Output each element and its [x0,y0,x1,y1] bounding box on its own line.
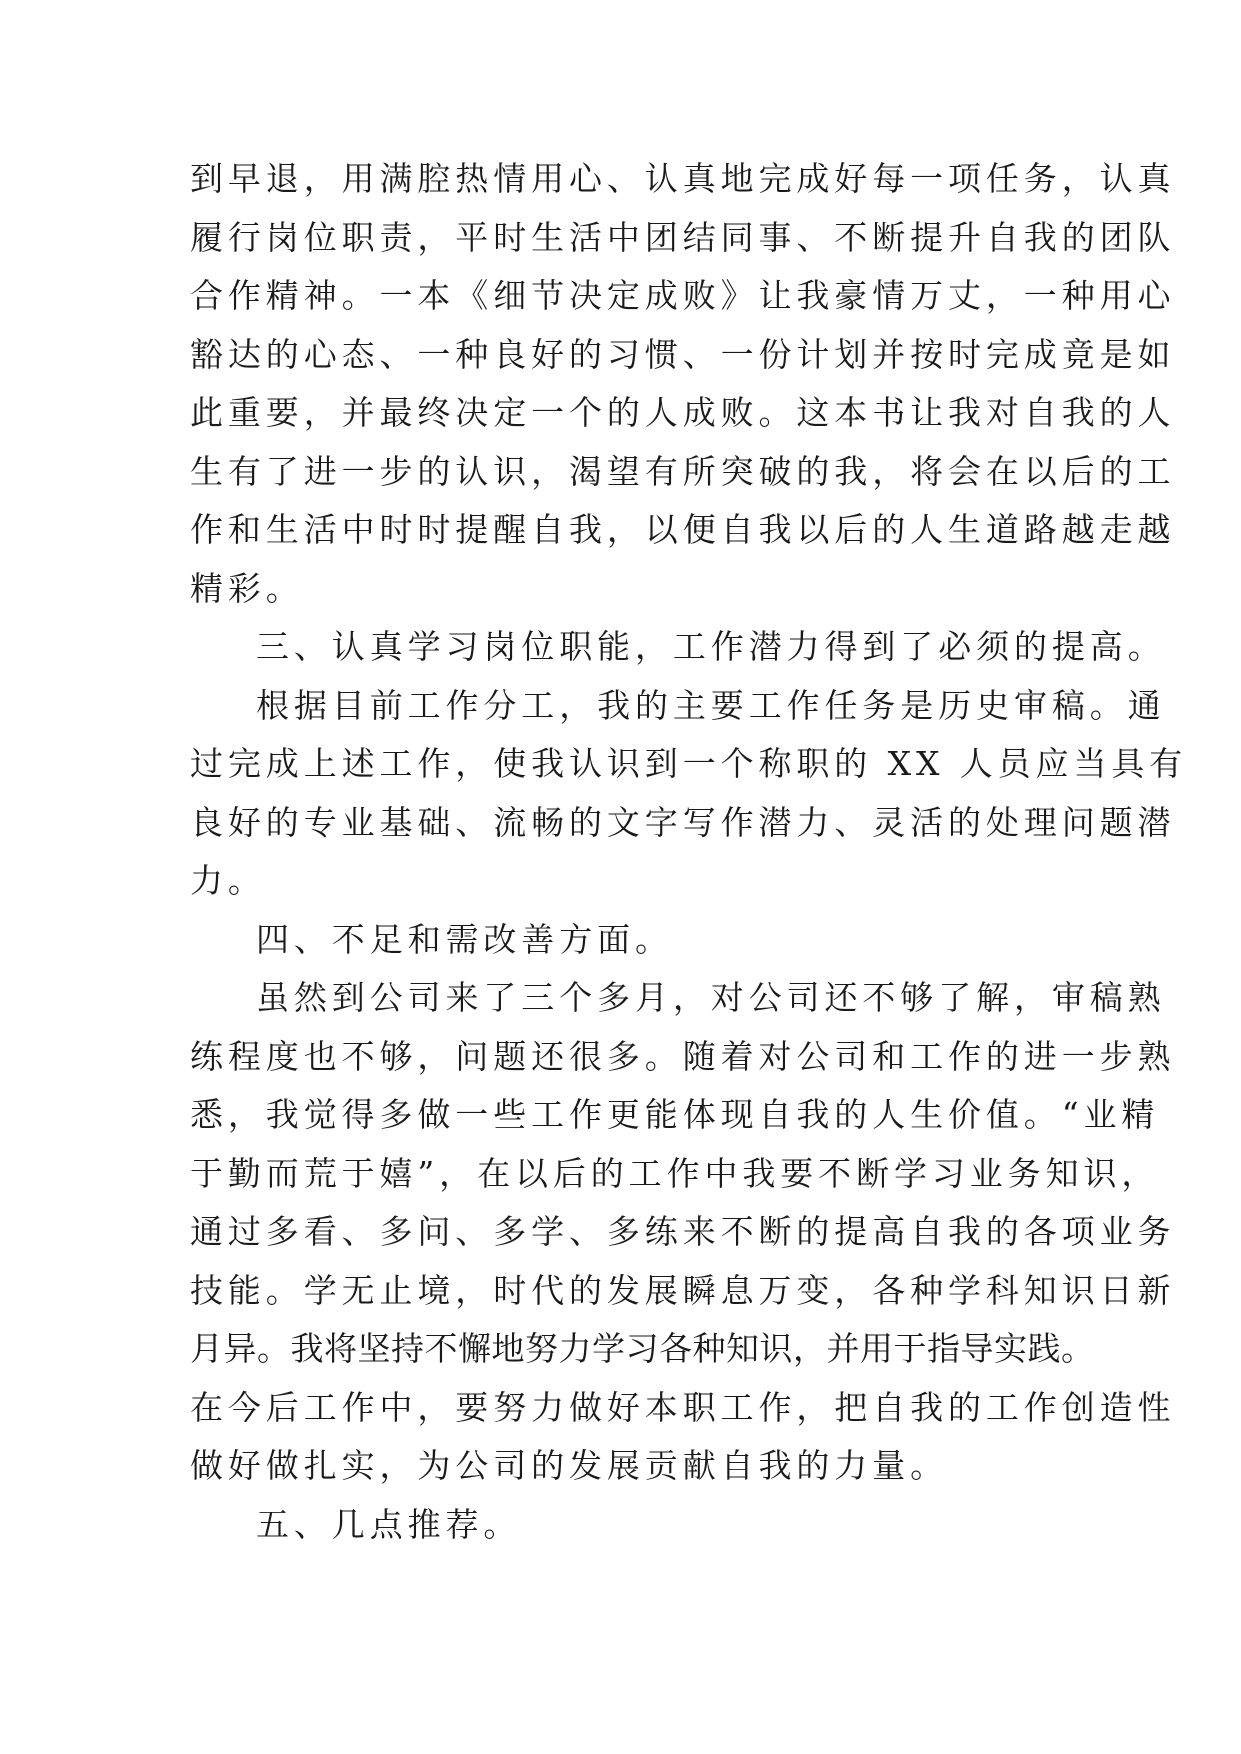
text-line: 在今后工作中，要努力做好本职工作，把自我的工作创造性 [190,1387,1176,1427]
text-line: 做好做扎实，为公司的发展贡献自我的力量。 [190,1446,948,1485]
section-heading: 五、几点推荐。 [256,1504,522,1544]
text-line: 良好的专业基础、流畅的文字写作潜力、灵活的处理问题潜 [190,802,1176,842]
text-line: 作和生活中时时提醒自我，以便自我以后的人生道路越走越 [190,510,1176,549]
text-line: 通过多看、多问、多学、多练来不断的提高自我的各项业务 [190,1212,1176,1251]
body-text [190,150,1188,1554]
text-line: 合作精神。一本《细节决定成败》让我豪情万丈，一种用心 [190,276,1176,315]
section-heading: 四、不足和需改善方面。 [256,919,673,959]
paragraph-first-line: 根据目前工作分工，我的主要工作任务是历史审稿。通 [256,685,1166,725]
text-line: 练程度也不够，问题还很多。随着对公司和工作的进一步熟 [190,1036,1176,1076]
text-line: 精彩。 [190,568,304,608]
paragraph-first-line: 虽然到公司来了三个多月，对公司还不够了解，审稿熟 [256,978,1166,1017]
text-line: 此重要，并最终决定一个的人成败。这本书让我对自我的人 [190,393,1176,432]
text-line: 到早退，用满腔热情用心、认真地完成好每一项任务，认真 [190,159,1176,198]
text-line: 月异。我将坚持不懈地努力学习各种知识，并用于指导实践。 [190,1329,1095,1368]
text-line: 豁达的心态、一种良好的习惯、一份计划并按时完成竟是如 [190,334,1176,374]
text-line: 履行岗位职责，平时生活中团结同事、不断提升自我的团队 [190,217,1176,257]
section-heading: 三、认真学习岗位职能，工作潜力得到了必须的提高。 [256,627,1166,666]
text-line: 生有了进一步的认识，渴望有所突破的我，将会在以后的工 [190,451,1176,491]
text-line: 过完成上述工作，使我认识到一个称职的 XX 人员应当具有 [190,744,1188,783]
text-line: 力。 [190,861,266,900]
text-line: 技能。学无止境，时代的发展瞬息万变，各种学科知识日新 [190,1270,1176,1310]
text-line: 于勤而荒于嬉”，在以后的工作中我要不断学习业务知识， [190,1153,1160,1193]
text-line: 悉，我觉得多做一些工作更能体现自我的人生价值。“业精 [190,1095,1160,1134]
